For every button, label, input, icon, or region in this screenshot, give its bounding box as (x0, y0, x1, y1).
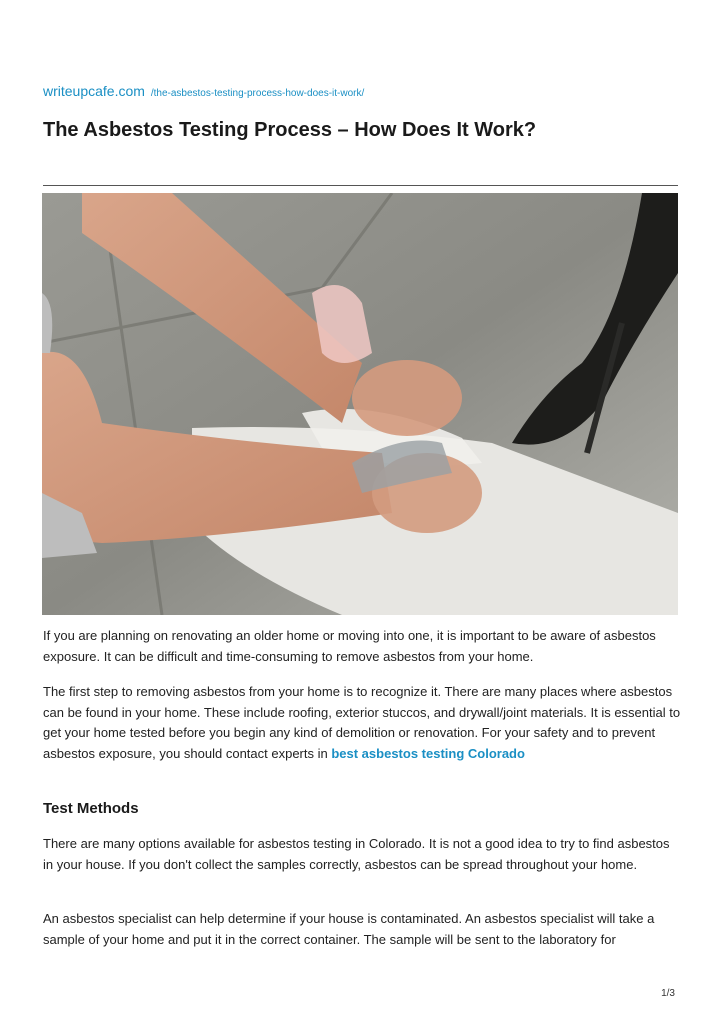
source-path: /the-asbestos-testing-process-how-does-it-work/ (150, 88, 365, 99)
recognition-paragraph (43, 682, 683, 764)
source-domain-link[interactable]: writeupcafe.com (43, 83, 145, 99)
title-divider (43, 185, 678, 186)
page-number: 1/3 (661, 988, 675, 999)
test-methods-paragraph: There are many options available for asbestos testing in Colorado. It is not a good idea to try to find asbestos in your house. If you don't collect the samples correctly, asbestos can be spread throughout your home. (43, 836, 670, 872)
source-url (43, 83, 364, 99)
specialist-paragraph: An asbestos specialist can help determine if your house is contaminated. An asbestos specialist will take a sample of your home and put it in the correct container. The sample will be sent to the laboratory for (43, 911, 655, 947)
intro-paragraph: If you are planning on renovating an older home or moving into one, it is important to be aware of asbestos exposure. It can be difficult and time-consuming to remove asbestos from your home. (43, 628, 656, 664)
recognition-text: The first step to removing asbestos from your home is to recognize it. There are many places where asbestos can be found in your home. These include roofing, exterior stuccos, and drywall/joint materials. It is essential to get your home tested before you begin any kind of demolition or renovation. For your safety and to prevent asbestos exposure, you should contact experts in (43, 684, 681, 761)
article-title: The Asbestos Testing Process – How Does It Work? (43, 119, 537, 141)
asbestos-testing-link[interactable]: best asbestos testing Colorado (331, 745, 525, 761)
article-photo (42, 193, 678, 615)
section-heading-test-methods: Test Methods (43, 800, 139, 817)
